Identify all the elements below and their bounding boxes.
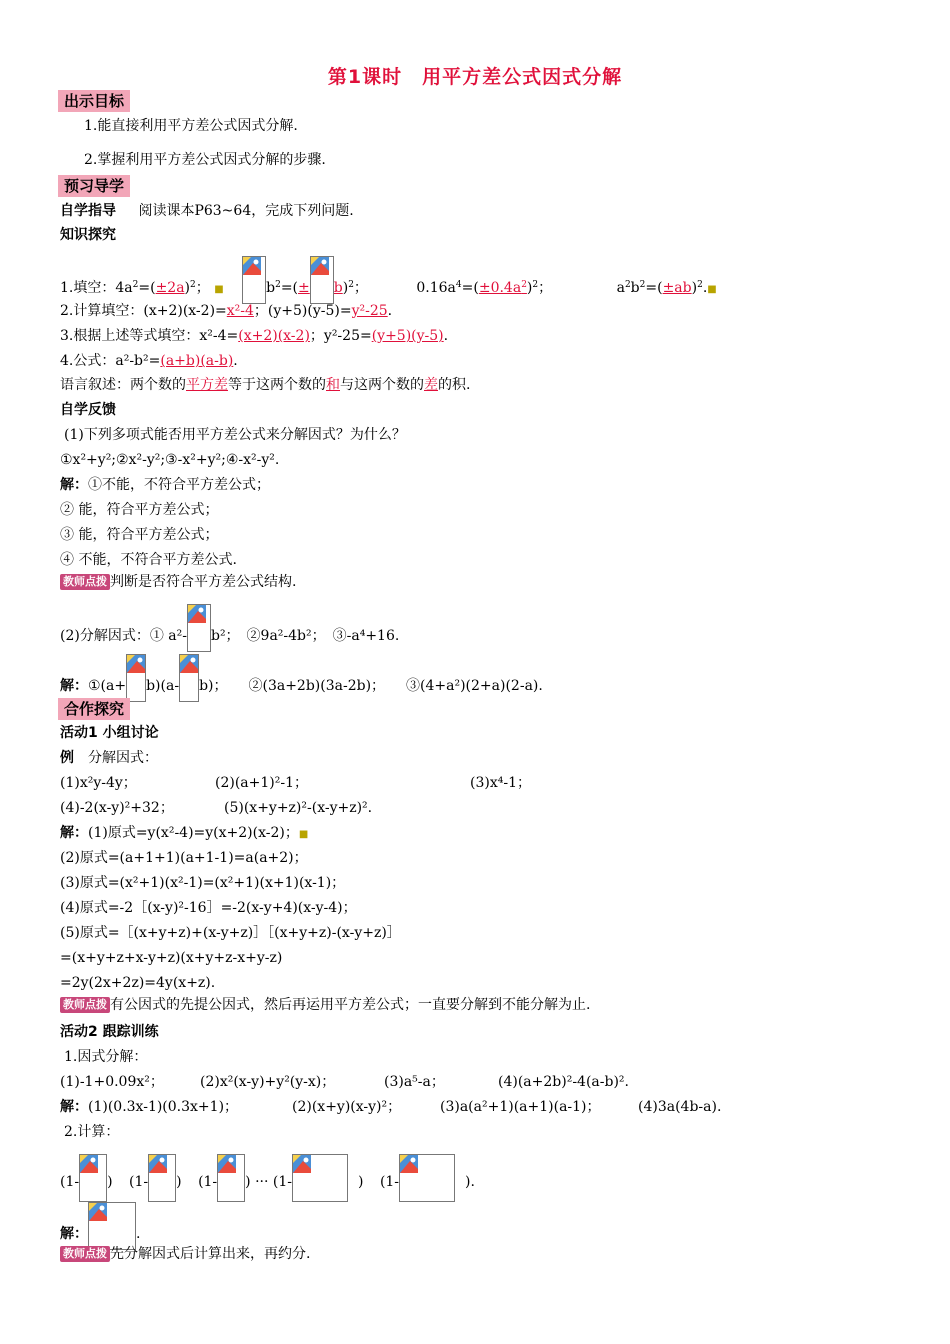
image-placeholder-icon [293, 1155, 311, 1173]
solution-label: 解： [60, 678, 88, 694]
solution-1: ①不能，不符合平方差公式； [88, 477, 270, 493]
lang-suffix: 的积. [438, 377, 471, 393]
q2-mid: ；(y+5)(y-5)= [253, 303, 352, 319]
fraction-image-icon [148, 1154, 176, 1202]
example-label: 例 [60, 750, 74, 766]
training-1b: (2)x²(x-y)+y²(y-x)； [200, 1074, 336, 1090]
calc-close-1: ) [107, 1174, 113, 1190]
example-result-7: =2y(2x+2z)=4y(x+z). [60, 975, 216, 991]
teacher-tip-badge: 教师点拨 [60, 1246, 110, 1262]
calc-open-1: (1- [60, 1174, 80, 1190]
section-coop-header: 合作探究 [58, 698, 130, 720]
solution-label: 解： [60, 825, 88, 841]
question-2: 2.计算填空：(x+2)(x-2)=x²-4；(y+5)(y-5)=y²-25. [60, 303, 393, 319]
lang-answer-b: 和 [326, 377, 340, 393]
solution-line-1 [60, 476, 270, 494]
calc-close-4: ) [358, 1174, 364, 1190]
q3-mid: ；y²-25= [309, 328, 372, 344]
calc-close-2: ) [176, 1174, 182, 1190]
example-result-2: (2)原式=(a+1+1)(a+1-1)=a(a+2)； [60, 850, 308, 866]
solution-label: 解： [60, 1099, 88, 1115]
image-placeholder-icon [400, 1155, 418, 1173]
image-placeholder-icon [218, 1155, 236, 1173]
lang-answer-a: 平方差 [186, 377, 228, 393]
calc-open-2: (1- [129, 1174, 149, 1190]
q3-answer-b: (y+5)(y-5) [371, 328, 444, 344]
calc-open-5: (1- [379, 1174, 400, 1190]
solution-label: 解： [60, 1226, 88, 1242]
solution-4: ④ 不能，不符合平方差公式. [60, 552, 237, 568]
calc-expression [60, 1158, 475, 1206]
feedback-q1-list: ①x²+y²;②x²-y²;③-x²+y²;④-x²-y². [60, 452, 280, 468]
fraction-image-icon [310, 256, 334, 304]
image-placeholder-icon [127, 655, 145, 673]
image-placeholder-icon [180, 655, 198, 673]
q1-answer-b-pre: ± [298, 280, 310, 296]
calc-solution-end: . [136, 1226, 141, 1242]
example-4: (4)-2(x-y)²+32； [60, 800, 174, 816]
example-line [60, 749, 158, 767]
fraction-image-icon [292, 1154, 348, 1202]
fraction-image-icon [88, 1202, 136, 1250]
calc-end: ). [465, 1174, 475, 1190]
training-answer-3: (3)a(a²+1)(a+1)(a-1)； [440, 1099, 601, 1115]
calc-open-3: (1- [198, 1174, 218, 1190]
training-answer-1: (1)(0.3x-1)(0.3x+1)； [88, 1099, 239, 1115]
teacher-tip-3 [60, 1245, 310, 1263]
example-result-5: (5)原式=［(x+y+z)+(x-y+z)］［(x+y+z)-(x-y+z)］ [60, 925, 401, 941]
training-1: 1.因式分解： [64, 1049, 148, 1065]
q1-prefix: 1.填空：4a [60, 280, 133, 296]
example-3: (3)x⁴-1； [470, 775, 531, 791]
q2-answer-b: y²-25 [351, 303, 388, 319]
teacher-tip-2 [60, 996, 590, 1014]
training-2: 2.计算： [64, 1124, 120, 1140]
q1-answer-b-post: b [333, 280, 343, 296]
q4-prefix: 4.公式：a²-b²= [60, 353, 161, 369]
feedback-q1: (1)下列多项式能否用平方差公式来分解因式？为什么？ [64, 427, 406, 443]
activity-2-label: 活动2 跟踪训练 [60, 1024, 159, 1040]
f2-prefix: (2)分解因式：① a²- [60, 628, 187, 644]
fraction-image-icon [399, 1154, 455, 1202]
q3-answer-a: (x+2)(x-2) [238, 328, 310, 344]
question-3: 3.根据上述等式填空：x²-4=(x+2)(x-2)；y²-25=(y+5)(y-5). [60, 328, 449, 344]
lang-mid1: 等于这两个数的 [228, 377, 326, 393]
section-preview-header: 预习导学 [58, 175, 130, 197]
q1-answer-c: ±0.4a [478, 280, 522, 296]
teacher-tip-badge: 教师点拨 [60, 997, 110, 1013]
lang-answer-c: 差 [424, 377, 438, 393]
activity-1-label: 活动1 小组讨论 [60, 725, 159, 741]
example-result-3: (3)原式=(x²+1)(x²-1)=(x²+1)(x+1)(x-1)； [60, 875, 346, 891]
solution-3: ③ 能，符合平方差公式； [60, 527, 219, 543]
guide-line [60, 202, 354, 220]
calc-close-3: ) [245, 1174, 251, 1190]
q1-mid1: b [266, 280, 276, 296]
training-1d: (4)(a+2b)²-4(a-b)². [498, 1074, 629, 1090]
feedback-label: 自学反馈 [60, 402, 116, 418]
q1-answer-a: ±2a [155, 280, 185, 296]
f2-sol-b: b)(a- [146, 678, 180, 694]
q2-answer-a: x²-4 [226, 303, 254, 319]
example-result-1: (1)原式=y(x²-4)=y(x+2)(x-2)； [88, 825, 299, 841]
example-1: (1)x²y-4y； [60, 775, 137, 791]
training-sol-line [60, 1098, 238, 1116]
goal-1: 1.能直接利用平方差公式因式分解. [84, 118, 298, 134]
fraction-image-icon [242, 256, 266, 304]
image-placeholder-icon [243, 257, 261, 275]
example-2: (2)(a+1)²-1； [215, 775, 308, 791]
q1-answer-d: ±ab [662, 280, 692, 296]
fraction-image-icon [126, 654, 146, 702]
calc-open-4: (1- [272, 1174, 293, 1190]
feedback-q2 [60, 612, 399, 660]
image-placeholder-icon [80, 1155, 98, 1173]
goal-2: 2.掌握利用平方差公式因式分解的步骤. [84, 152, 326, 168]
feedback-q2-solution [60, 662, 543, 710]
lang-mid2: 与这两个数的 [340, 377, 424, 393]
fraction-image-icon [187, 604, 211, 652]
q1-mid2: 0.16a [416, 280, 456, 296]
example-result-6: =(x+y+z+x-y+z)(x+y+z-x+y-z) [60, 950, 283, 966]
fraction-image-icon [217, 1154, 245, 1202]
teacher-tip-2-text: 有公因式的先提公因式，然后再运用平方差公式；一直要分解到不能分解为止. [110, 997, 591, 1013]
f2-sol-a: ①(a+ [88, 678, 127, 694]
lang-prefix: 语言叙述：两个数的 [60, 377, 186, 393]
teacher-tip-badge: 教师点拨 [60, 574, 110, 590]
training-answer-4: (4)3a(4b-a). [638, 1099, 722, 1115]
teacher-tip-3-text: 先分解因式后计算出来，再约分. [110, 1246, 311, 1262]
example-sol-1: 解：(1)原式=y(x²-4)=y(x+2)(x-2)；■ [60, 825, 309, 841]
question-1: 1.填空：$4a^2=(\pm 2a)^2$； ■ $b^2=(\pm$ b)$^2$； $0.16a^4=(\pm 0.4a^2)^2$； $a^2b^2=(\pm ab)^2.■$ [60, 264, 717, 312]
q1-mid3: a [616, 280, 625, 296]
guide-label: 自学指导 [60, 203, 116, 219]
fraction-image-icon [179, 654, 199, 702]
image-placeholder-icon [149, 1155, 167, 1173]
q4-answer: (a+b)(a-b) [160, 353, 234, 369]
image-placeholder-icon [89, 1203, 107, 1221]
example-text: 分解因式： [88, 750, 158, 766]
solution-label: 解： [60, 477, 88, 493]
solution-2: ② 能，符合平方差公式； [60, 502, 219, 518]
q2-prefix: 2.计算填空：(x+2)(x-2)= [60, 303, 227, 319]
example-result-4: (4)原式=-2［(x-y)²-16］=-2(x-y+4)(x-y-4)； [60, 900, 357, 916]
training-answer-2: (2)(x+y)(x-y)²； [292, 1099, 402, 1115]
question-4: 4.公式：a²-b²=(a+b)(a-b). [60, 353, 238, 369]
fraction-image-icon [79, 1154, 107, 1202]
knowledge-label: 知识探究 [60, 227, 116, 243]
example-5: (5)(x+y+z)²-(x-y+z)². [224, 800, 373, 816]
verbal-statement [60, 376, 470, 394]
teacher-tip-1-text: 判断是否符合平方差公式结构. [110, 574, 297, 590]
page-title: 第1课时 用平方差公式因式分解 [327, 66, 623, 88]
f2-sol-c: b)； ②(3a+2b)(3a-2b)； ③(4+a²)(2+a)(2-a). [199, 678, 543, 694]
f2-suffix: b²； ②9a²-4b²； ③-a⁴+16. [210, 628, 400, 644]
q3-prefix: 3.根据上述等式填空：x²-4= [60, 328, 239, 344]
training-1c: (3)a⁵-a； [384, 1074, 445, 1090]
section-goals-header: 出示目标 [58, 90, 130, 112]
calc-ellipsis: ··· [255, 1174, 269, 1190]
guide-text: 阅读课本P63~64，完成下列问题. [138, 203, 354, 219]
teacher-tip-1 [60, 573, 296, 591]
training-1a: (1)-1+0.09x²； [60, 1074, 164, 1090]
image-placeholder-icon [188, 605, 206, 623]
image-placeholder-icon [311, 257, 329, 275]
